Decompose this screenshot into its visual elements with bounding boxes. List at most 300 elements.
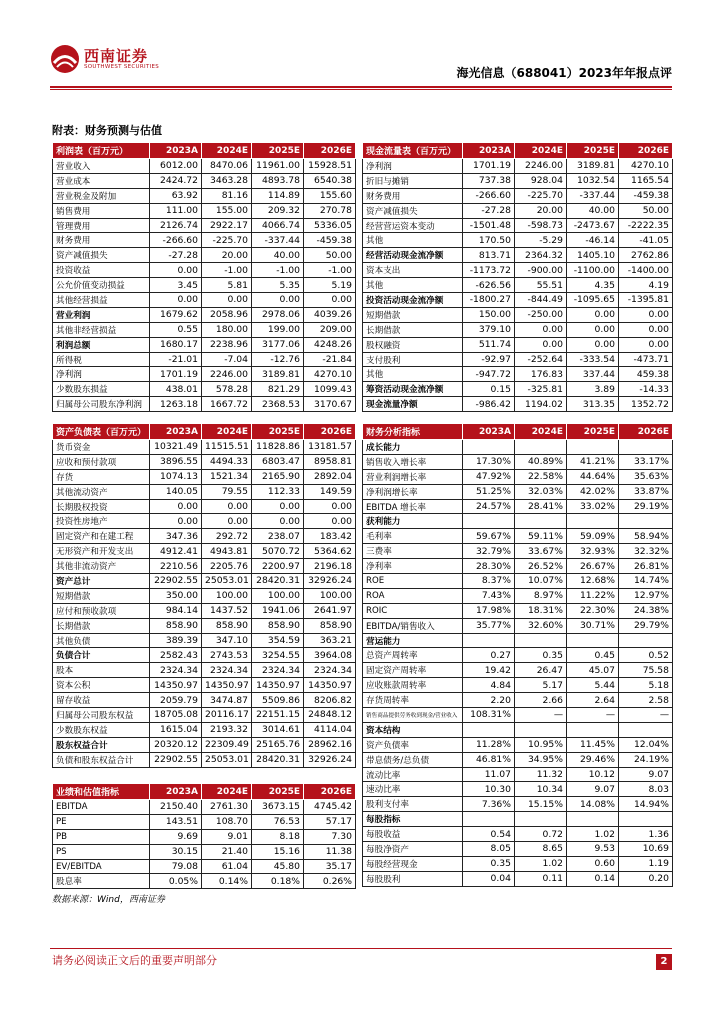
value-cell: 5.19 <box>304 278 356 293</box>
value-cell: 10.69 <box>619 842 673 857</box>
value-cell: 8470.06 <box>202 159 252 174</box>
table-row <box>53 603 356 618</box>
value-cell: 379.10 <box>463 322 515 337</box>
value-cell: 28962.16 <box>304 737 356 752</box>
value-cell: 7.36% <box>463 797 515 812</box>
value-cell: 100.00 <box>202 588 252 603</box>
table-row <box>363 737 673 752</box>
value-cell: 4114.04 <box>304 722 356 737</box>
value-cell: 21.40 <box>202 844 252 859</box>
row-label-cell: 获利能力 <box>363 514 463 529</box>
table-row <box>363 278 673 293</box>
value-cell: 12.97% <box>619 588 673 603</box>
value-cell: 5.17 <box>515 678 567 693</box>
value-cell: -250.00 <box>515 307 567 322</box>
value-cell <box>619 633 673 648</box>
value-cell: 79.08 <box>150 859 202 874</box>
value-cell: 3177.06 <box>252 337 304 352</box>
row-label-cell: 所得税 <box>53 352 150 367</box>
value-cell: 0.00 <box>150 514 202 529</box>
value-cell: 1352.72 <box>619 397 673 412</box>
report-title: 海光信息（688041）2023年年报点评 <box>456 66 672 80</box>
value-cell: 24.38% <box>619 603 673 618</box>
value-cell: -626.56 <box>463 278 515 293</box>
value-cell: -27.28 <box>150 248 202 263</box>
value-cell: 0.00 <box>150 293 202 308</box>
table-row <box>363 248 673 263</box>
value-cell: 50.00 <box>619 203 673 218</box>
value-cell: 63.92 <box>150 188 202 203</box>
table-row <box>53 559 356 574</box>
table-row <box>53 648 356 663</box>
value-cell: 8.37% <box>463 574 515 589</box>
table-row <box>53 633 356 648</box>
table-row <box>363 367 673 382</box>
year-header-cell: 2024E <box>515 143 567 159</box>
table-row <box>363 678 673 693</box>
value-cell: -266.60 <box>463 188 515 203</box>
table-row <box>53 693 356 708</box>
value-cell: 0.11 <box>515 871 567 886</box>
value-cell: 5070.72 <box>252 544 304 559</box>
table-row <box>53 663 356 678</box>
table-row <box>53 544 356 559</box>
table-row <box>53 397 356 412</box>
value-cell: 3254.55 <box>252 648 304 663</box>
row-label-cell: 应收账款周转率 <box>363 678 463 693</box>
table-row <box>53 737 356 752</box>
value-cell: 1099.43 <box>304 382 356 397</box>
value-cell: 25053.01 <box>202 752 252 767</box>
appendix-title: 附表：财务预测与估值 <box>52 124 162 137</box>
row-label-cell: 其他非经营损益 <box>53 322 150 337</box>
value-cell: 858.90 <box>304 618 356 633</box>
row-label-cell: 总资产周转率 <box>363 648 463 663</box>
value-cell: 26.67% <box>567 559 619 574</box>
value-cell: 9.53 <box>567 842 619 857</box>
value-cell: 24.19% <box>619 752 673 767</box>
value-cell: 8.97% <box>515 588 567 603</box>
row-label-cell: 销售商品提供劳务收到现金/营业收入 <box>363 708 463 723</box>
row-label-cell: 流动比率 <box>363 767 463 782</box>
value-cell: 35.63% <box>619 469 673 484</box>
value-cell: 270.78 <box>304 203 356 218</box>
value-cell: 0.00 <box>515 337 567 352</box>
value-cell: 19.42 <box>463 663 515 678</box>
table-row <box>53 678 356 693</box>
value-cell: -1400.00 <box>619 263 673 278</box>
value-cell: 578.28 <box>202 382 252 397</box>
value-cell: -92.97 <box>463 352 515 367</box>
table-row <box>363 559 673 574</box>
value-cell: 108.31% <box>463 708 515 723</box>
table-row <box>53 173 356 188</box>
value-cell: 821.29 <box>252 382 304 397</box>
value-cell: -266.60 <box>150 233 202 248</box>
value-cell: 0.52 <box>619 648 673 663</box>
value-cell: 4893.78 <box>252 173 304 188</box>
value-cell <box>619 722 673 737</box>
value-cell: 3189.81 <box>567 159 619 174</box>
table-row <box>53 829 356 844</box>
table-title-cell: 资产负债表（百万元） <box>53 424 150 440</box>
value-cell <box>515 812 567 827</box>
table-row <box>363 663 673 678</box>
row-label-cell: 财务费用 <box>363 188 463 203</box>
value-cell: 3673.15 <box>252 800 304 815</box>
value-cell: 2196.18 <box>304 559 356 574</box>
value-cell: 5.18 <box>619 678 673 693</box>
value-cell: 42.02% <box>567 484 619 499</box>
table-row <box>363 752 673 767</box>
value-cell: -12.76 <box>252 352 304 367</box>
value-cell: 11.07 <box>463 767 515 782</box>
value-cell: 2743.53 <box>202 648 252 663</box>
table-row <box>363 722 673 737</box>
logo-chinese-name: 西南证券 <box>84 47 149 65</box>
row-label-cell: 公允价值变动损益 <box>53 278 150 293</box>
row-label-cell: 其他 <box>363 367 463 382</box>
table-row <box>53 382 356 397</box>
value-cell: 29.79% <box>619 618 673 633</box>
year-header-cell: 2023A <box>463 143 515 159</box>
value-cell: 3170.67 <box>304 397 356 412</box>
value-cell: 176.83 <box>515 367 567 382</box>
row-label-cell: 留存收益 <box>53 693 150 708</box>
value-cell: 2165.90 <box>252 469 304 484</box>
row-label-cell: 每股经营现金 <box>363 856 463 871</box>
value-cell: 0.35 <box>515 648 567 663</box>
value-cell: 1941.06 <box>252 603 304 618</box>
table-row <box>53 844 356 859</box>
table-row <box>363 693 673 708</box>
value-cell: -844.49 <box>515 293 567 308</box>
value-cell: -1800.27 <box>463 293 515 308</box>
value-cell: 13181.57 <box>304 440 356 455</box>
value-cell: 11.22% <box>567 588 619 603</box>
value-cell: 10321.49 <box>150 440 202 455</box>
table-row <box>53 159 356 174</box>
row-label-cell: 投资性房地产 <box>53 514 150 529</box>
value-cell: 2424.72 <box>150 173 202 188</box>
year-header-cell: 2025E <box>252 424 304 440</box>
income-statement-table <box>52 142 356 412</box>
value-cell: 4039.26 <box>304 307 356 322</box>
value-cell: 2324.34 <box>252 663 304 678</box>
table-row <box>363 588 673 603</box>
value-cell: 183.42 <box>304 529 356 544</box>
table-row <box>363 812 673 827</box>
value-cell: 1.19 <box>619 856 673 871</box>
value-cell: 0.14% <box>202 874 252 889</box>
year-header-cell: 2025E <box>567 143 619 159</box>
row-label-cell: 少数股东损益 <box>53 382 150 397</box>
value-cell: -41.05 <box>619 233 673 248</box>
table-title-cell: 利润表（百万元） <box>53 143 150 159</box>
year-header-cell: 2026E <box>619 424 673 440</box>
value-cell: 3189.81 <box>252 367 304 382</box>
row-label-cell: 支付股利 <box>363 352 463 367</box>
value-cell: 1521.34 <box>202 469 252 484</box>
value-cell: 4066.74 <box>252 218 304 233</box>
row-label-cell: 净利润增长率 <box>363 484 463 499</box>
value-cell: 28420.31 <box>252 752 304 767</box>
value-cell <box>515 722 567 737</box>
value-cell: 20.00 <box>202 248 252 263</box>
table-row <box>53 574 356 589</box>
value-cell: -1395.81 <box>619 293 673 308</box>
row-label-cell: 应付和预收款项 <box>53 603 150 618</box>
value-cell: 2582.43 <box>150 648 202 663</box>
value-cell: 170.50 <box>463 233 515 248</box>
value-cell: 1.36 <box>619 827 673 842</box>
value-cell: 6803.47 <box>252 454 304 469</box>
row-label-cell: 货币资金 <box>53 440 150 455</box>
value-cell: 100.00 <box>304 588 356 603</box>
value-cell: 1.02 <box>515 856 567 871</box>
row-label-cell: 每股净资产 <box>363 842 463 857</box>
value-cell: 15.16 <box>252 844 304 859</box>
value-cell: 58.94% <box>619 529 673 544</box>
page-number: 2 <box>656 954 672 970</box>
value-cell: 1263.18 <box>150 397 202 412</box>
value-cell: -1501.48 <box>463 218 515 233</box>
row-label-cell: 股东权益合计 <box>53 737 150 752</box>
value-cell: -46.14 <box>567 233 619 248</box>
year-header-cell: 2026E <box>619 143 673 159</box>
row-label-cell: 折旧与摊销 <box>363 173 463 188</box>
value-cell: 45.07 <box>567 663 619 678</box>
row-label-cell: 其他 <box>363 278 463 293</box>
value-cell: 2364.32 <box>515 248 567 263</box>
value-cell: 3896.55 <box>150 454 202 469</box>
value-cell: 17.98% <box>463 603 515 618</box>
table-row <box>363 633 673 648</box>
value-cell: 0.00 <box>202 514 252 529</box>
row-label-cell: 销售费用 <box>53 203 150 218</box>
row-label-cell: 营业税金及附加 <box>53 188 150 203</box>
table-row <box>53 618 356 633</box>
year-header-cell: 2023A <box>463 424 515 440</box>
value-cell: 858.90 <box>150 618 202 633</box>
value-cell: -333.54 <box>567 352 619 367</box>
value-cell: 9.07 <box>567 782 619 797</box>
value-cell: -14.33 <box>619 382 673 397</box>
value-cell: 76.53 <box>252 814 304 829</box>
value-cell: 0.26% <box>304 874 356 889</box>
value-cell: 32.79% <box>463 544 515 559</box>
value-cell: 75.58 <box>619 663 673 678</box>
value-cell: 858.90 <box>252 618 304 633</box>
value-cell: 354.59 <box>252 633 304 648</box>
value-cell: 29.19% <box>619 499 673 514</box>
table-header-row <box>53 424 356 440</box>
value-cell: 28.30% <box>463 559 515 574</box>
value-cell: 5.81 <box>202 278 252 293</box>
value-cell: 0.00 <box>567 307 619 322</box>
value-cell: 15.15% <box>515 797 567 812</box>
row-label-cell: 投资收益 <box>53 263 150 278</box>
footer-divider <box>50 948 672 949</box>
table-row <box>53 248 356 263</box>
year-header-cell: 2026E <box>304 424 356 440</box>
table-row <box>363 263 673 278</box>
value-cell: 347.10 <box>202 633 252 648</box>
table-row <box>53 529 356 544</box>
table-title-cell: 业绩和估值指标 <box>53 784 150 800</box>
value-cell: 33.17% <box>619 454 673 469</box>
value-cell: 40.00 <box>567 203 619 218</box>
value-cell: 26.81% <box>619 559 673 574</box>
value-cell <box>515 633 567 648</box>
value-cell: 2246.00 <box>515 159 567 174</box>
value-cell: 14350.97 <box>252 678 304 693</box>
value-cell: 4270.10 <box>304 367 356 382</box>
value-cell: 4745.42 <box>304 800 356 815</box>
value-cell: 511.74 <box>463 337 515 352</box>
value-cell: 29.46% <box>567 752 619 767</box>
value-cell: 30.71% <box>567 618 619 633</box>
row-label-cell: EBITDA 增长率 <box>363 499 463 514</box>
value-cell: 0.05% <box>150 874 202 889</box>
value-cell: 2324.34 <box>202 663 252 678</box>
value-cell: 2922.17 <box>202 218 252 233</box>
table-row <box>363 856 673 871</box>
value-cell: 2368.53 <box>252 397 304 412</box>
value-cell: 0.00 <box>304 499 356 514</box>
table-row <box>53 352 356 367</box>
table-row <box>53 218 356 233</box>
row-label-cell: 其他 <box>363 233 463 248</box>
table-header-row <box>363 424 673 440</box>
value-cell: 2126.74 <box>150 218 202 233</box>
value-cell <box>567 633 619 648</box>
value-cell: 0.15 <box>463 382 515 397</box>
row-label-cell: 长期股权投资 <box>53 499 150 514</box>
value-cell <box>463 514 515 529</box>
value-cell: 2.20 <box>463 693 515 708</box>
table-header-row <box>363 143 673 159</box>
cash-flow-table <box>362 142 673 412</box>
row-label-cell: 净利率 <box>363 559 463 574</box>
value-cell: 35.17 <box>304 859 356 874</box>
table-row <box>363 574 673 589</box>
value-cell <box>463 722 515 737</box>
value-cell: 22.58% <box>515 469 567 484</box>
table-row <box>363 514 673 529</box>
row-label-cell: PE <box>53 814 150 829</box>
value-cell: 2205.76 <box>202 559 252 574</box>
value-cell: 2.58 <box>619 693 673 708</box>
value-cell: 100.00 <box>252 588 304 603</box>
value-cell: -1.00 <box>252 263 304 278</box>
footer-disclaimer: 请务必阅读正文后的重要声明部分 <box>52 954 217 967</box>
value-cell: -5.29 <box>515 233 567 248</box>
row-label-cell: 短期借款 <box>363 307 463 322</box>
table-row <box>53 263 356 278</box>
value-cell: -337.44 <box>567 188 619 203</box>
value-cell: 4912.41 <box>150 544 202 559</box>
value-cell: 0.00 <box>304 514 356 529</box>
value-cell: 10.07% <box>515 574 567 589</box>
value-cell: 10.34 <box>515 782 567 797</box>
value-cell: -1173.72 <box>463 263 515 278</box>
value-cell: 4.84 <box>463 678 515 693</box>
value-cell: — <box>515 708 567 723</box>
value-cell: 0.55 <box>150 322 202 337</box>
row-label-cell: 每股收益 <box>363 827 463 842</box>
value-cell: 12.68% <box>567 574 619 589</box>
value-cell: -1.00 <box>202 263 252 278</box>
value-cell: 180.00 <box>202 322 252 337</box>
value-cell: 34.95% <box>515 752 567 767</box>
value-cell: 0.00 <box>150 499 202 514</box>
value-cell: 8.65 <box>515 842 567 857</box>
row-label-cell: 成长能力 <box>363 440 463 455</box>
value-cell: 0.00 <box>252 293 304 308</box>
value-cell: 209.32 <box>252 203 304 218</box>
value-cell: 0.00 <box>567 337 619 352</box>
row-label-cell: 股息率 <box>53 874 150 889</box>
row-label-cell: 归属母公司股东权益 <box>53 708 150 723</box>
value-cell: 44.64% <box>567 469 619 484</box>
value-cell: 0.04 <box>463 871 515 886</box>
value-cell: 0.00 <box>515 322 567 337</box>
table-row <box>53 874 356 889</box>
row-label-cell: 速动比率 <box>363 782 463 797</box>
value-cell: 0.60 <box>567 856 619 871</box>
value-cell <box>567 722 619 737</box>
value-cell: -337.44 <box>252 233 304 248</box>
value-cell: 26.47 <box>515 663 567 678</box>
value-cell: 984.14 <box>150 603 202 618</box>
value-cell: 5364.62 <box>304 544 356 559</box>
value-cell: 20116.17 <box>202 708 252 723</box>
value-cell: 143.51 <box>150 814 202 829</box>
table-row <box>363 618 673 633</box>
balance-sheet-table <box>52 423 356 768</box>
value-cell: 2892.04 <box>304 469 356 484</box>
value-cell: 813.71 <box>463 248 515 263</box>
table-row <box>363 322 673 337</box>
value-cell: 1165.54 <box>619 173 673 188</box>
value-cell: 59.09% <box>567 529 619 544</box>
value-cell: 858.90 <box>202 618 252 633</box>
row-label-cell: 净利润 <box>53 367 150 382</box>
row-label-cell: EBITDA <box>53 800 150 815</box>
value-cell: -225.70 <box>515 188 567 203</box>
value-cell: -252.64 <box>515 352 567 367</box>
value-cell: 3.45 <box>150 278 202 293</box>
value-cell: 50.00 <box>304 248 356 263</box>
row-label-cell: 资产负债率 <box>363 737 463 752</box>
row-label-cell: 三费率 <box>363 544 463 559</box>
row-label-cell: 毛利率 <box>363 529 463 544</box>
row-label-cell: 少数股东权益 <box>53 722 150 737</box>
row-label-cell: 营运能力 <box>363 633 463 648</box>
value-cell: 149.59 <box>304 484 356 499</box>
table-row <box>53 188 356 203</box>
table-row <box>363 352 673 367</box>
logo-english-name: SOUTHWEST SECURITIES <box>84 64 160 70</box>
value-cell: 5.44 <box>567 678 619 693</box>
financial-analysis-table <box>362 423 673 887</box>
row-label-cell: ROIC <box>363 603 463 618</box>
table-row <box>363 293 673 308</box>
value-cell: 28.41% <box>515 499 567 514</box>
row-label-cell: 存货 <box>53 469 150 484</box>
value-cell: 4270.10 <box>619 159 673 174</box>
